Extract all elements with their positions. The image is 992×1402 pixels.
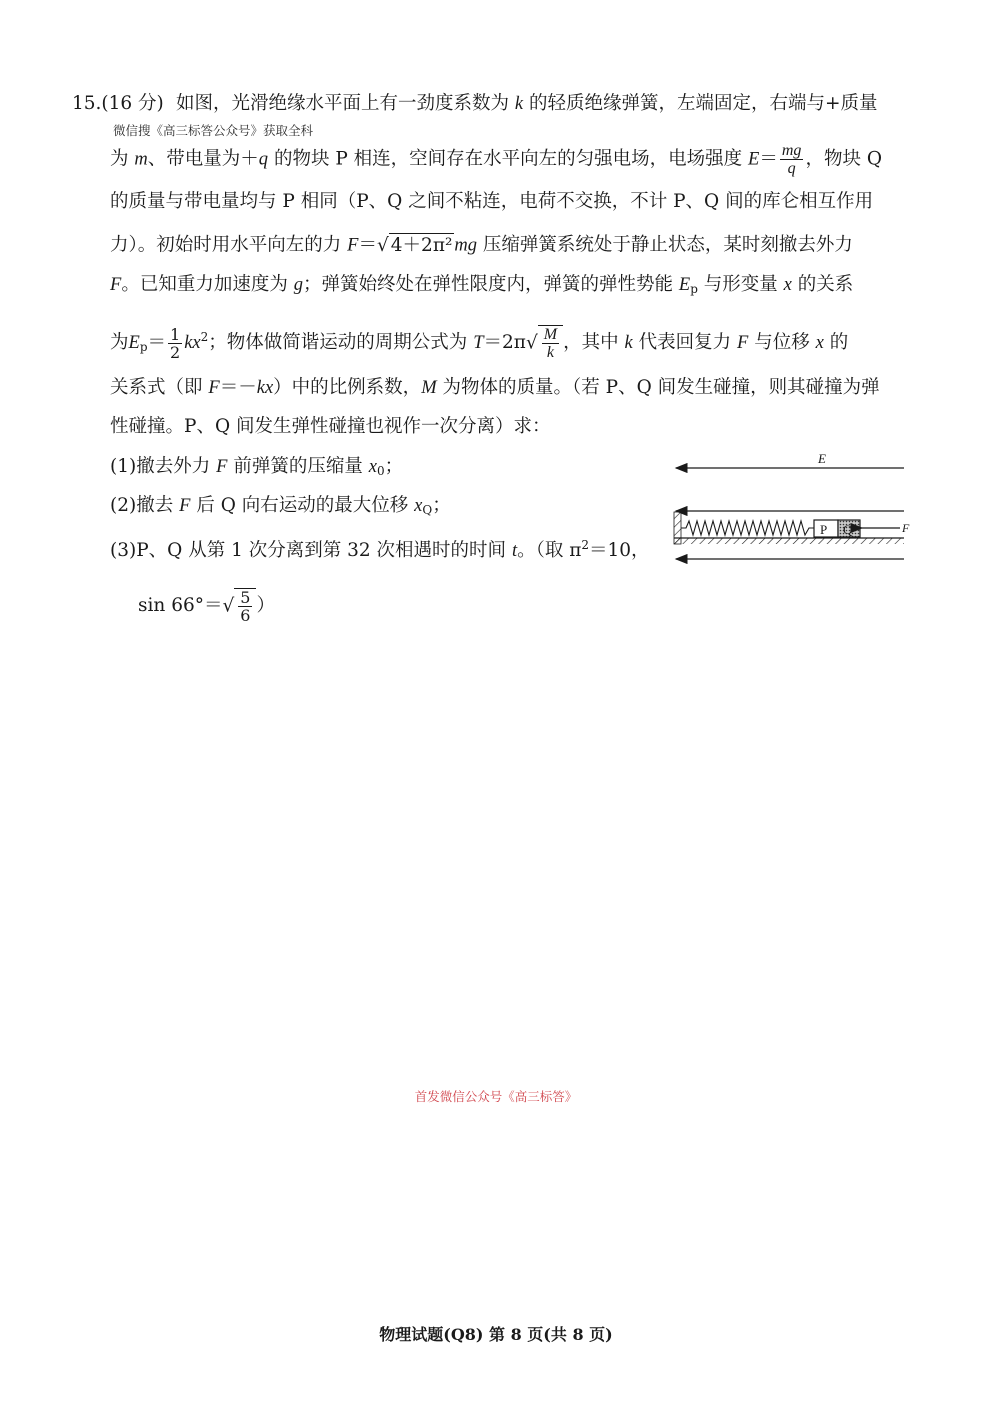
subquestion-3: (3)P、Q 从第 1 次分离到第 32 次相遇时的时间 t。（取 $\pi^2=10$， [110, 538, 650, 561]
force-label: F [902, 521, 910, 535]
sqrt-five-sixths: √ $\frac{5}{6}$ [223, 588, 257, 624]
subquestion-1: (1)撤去外力 F 前弹簧的压缩量 $x_0$； [110, 456, 404, 478]
question-line-4: 力）。初始时用水平向左的力 F＝√ 4＋2π² mg 压缩弹簧系统处于静止状态，某时刻撤去外力 [110, 234, 853, 256]
sin-given: sin 66°＝√ $\frac{5}{6}$ ） [138, 588, 275, 625]
question-line-7: 关系式（即 F＝－kx）中的比例系数，M 为物体的质量。（若 P、Q 间发生碰撞，则其碰撞为弹 [110, 377, 880, 398]
watermark-text: 微信搜《高三标答公众号》获取全科 [113, 123, 314, 138]
block-q-label: Q [843, 522, 853, 537]
spring [681, 521, 814, 535]
spring-block-diagram [668, 448, 913, 577]
question-line-1: 如图，光滑绝缘水平面上有一劲度系数为 k 的轻质绝缘弹簧，左端固定，右端与+质量 [176, 93, 878, 114]
question-line-5: F。已知重力加速度为 g；弹簧始终处在弹性限度内，弹簧的弹性势能 $E_p$ 与形变量 x 的关系 [110, 274, 854, 296]
fraction-mg-over-q: $\frac{mg}{q}$ [781, 142, 802, 177]
ground-hatch [674, 538, 904, 544]
question-number: 15.(16 分) [72, 93, 164, 114]
footer-note: 首发微信公众号《高三标答》 [414, 1089, 578, 1104]
page-footer: 物理试题(Q8) 第 8 页(共 8 页) [379, 1325, 613, 1344]
question-score: (16 分) [101, 93, 164, 114]
field-label: E [818, 451, 826, 466]
sqrt-expression: √ 4＋2π² [376, 235, 453, 256]
subquestion-2: (2)撤去 F 后 Q 向右运动的最大位移 $x_Q$； [110, 495, 451, 517]
block-p-label: P [820, 522, 828, 537]
question-line-2: 为 m、带电量为＋q 的物块 P 相连，空间存在水平向左的匀强电场，电场强度 E＝ $\frac{mg}{q}$ ，物块 Q [110, 142, 882, 177]
question-line-6: 为$E_p=$ $\frac{1}{2}$ $kx^2$；物体做简谐运动的周期公式为 T＝2π√ $\frac{M}{k}$ ，其中 k 代表回复力 F 与位移 x 的 [110, 324, 849, 362]
question-line-8: 性碰撞。P、Q 间发生弹性碰撞也视作一次分离）求： [110, 416, 551, 437]
question-line-3: 的质量与带电量均与 P 相同（P、Q 之间不粘连，电荷不交换，不计 P、Q 间的库仑相互作用 [110, 191, 874, 212]
fraction-one-half: $\frac{1}{2}$ [170, 324, 181, 362]
sqrt-m-over-k: √ $\frac{M}{k}$ [526, 325, 563, 361]
